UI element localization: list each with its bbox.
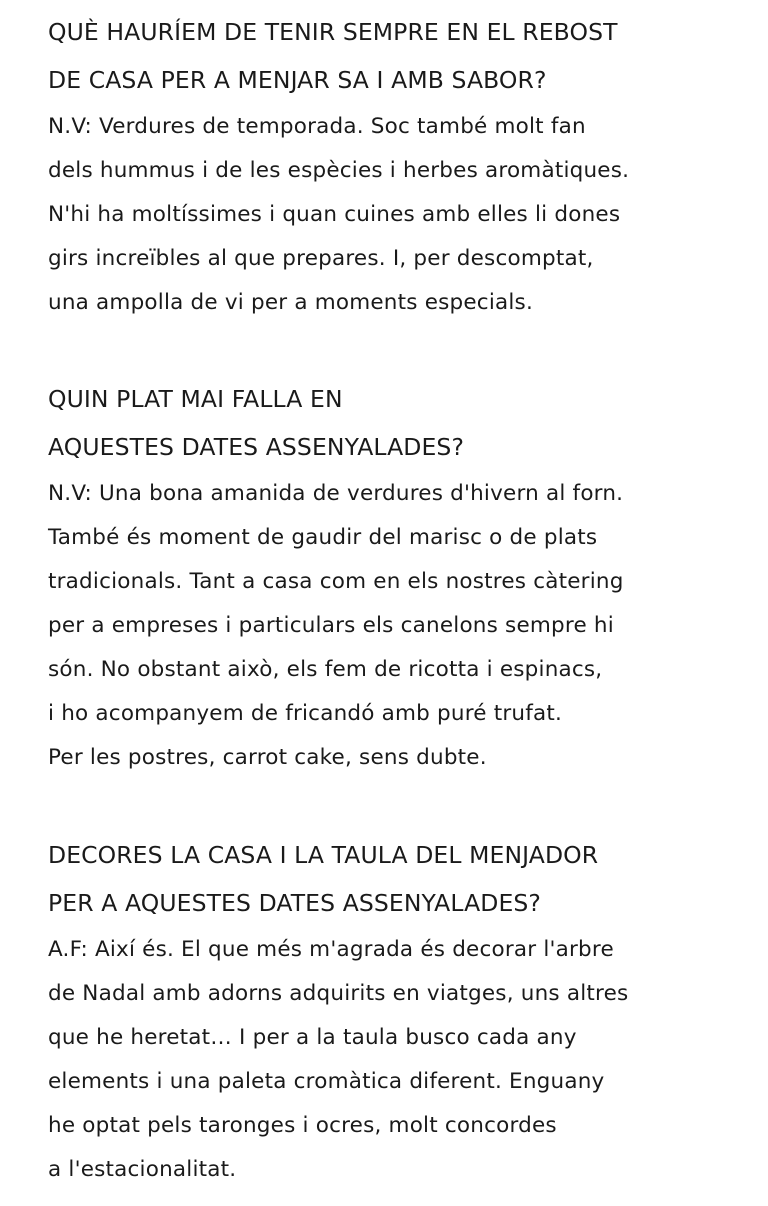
answer-line: elements i una paleta cromàtica diferent. Enguany — [48, 1069, 605, 1094]
answer-line: Per les postres, carrot cake, sens dubte. — [48, 745, 487, 770]
question-line: AQUESTES DATES ASSENYALADES? — [48, 433, 465, 461]
qa-section-decoracio — [48, 831, 748, 1192]
answer-line: que he heretat… I per a la taula busco cada any — [48, 1025, 577, 1050]
answer-line: a l'estacionalitat. — [48, 1157, 237, 1182]
section-spacer — [48, 325, 748, 375]
answer-paragraph — [48, 472, 748, 780]
answer-line: A.F: Així és. El que més m'agrada és decorar l'arbre — [48, 937, 614, 962]
qa-section-plat — [48, 375, 748, 780]
answer-line: També és moment de gaudir del marisc o de plats — [48, 525, 598, 550]
answer-line: són. No obstant això, els fem de ricotta i espinacs, — [48, 657, 603, 682]
answer-line: una ampolla de vi per a moments especials. — [48, 290, 533, 315]
answer-line: he optat pels taronges i ocres, molt concordes — [48, 1113, 557, 1138]
answer-line: de Nadal amb adorns adquirits en viatges, uns altres — [48, 981, 629, 1006]
question-line: QUIN PLAT MAI FALLA EN — [48, 385, 343, 413]
question-line: QUÈ HAURÍEM DE TENIR SEMPRE EN EL REBOST — [48, 18, 618, 46]
interview-page — [48, 8, 748, 1192]
answer-line: N.V: Verdures de temporada. Soc també molt fan — [48, 114, 586, 139]
answer-line: per a empreses i particulars els canelons sempre hi — [48, 613, 614, 638]
answer-paragraph — [48, 105, 748, 325]
question-line: DE CASA PER A MENJAR SA I AMB SABOR? — [48, 66, 547, 94]
question-heading — [48, 831, 748, 927]
answer-line: N'hi ha moltíssimes i quan cuines amb elles li dones — [48, 202, 621, 227]
answer-line: girs increïbles al que prepares. I, per descomptat, — [48, 246, 594, 271]
answer-line: tradicionals. Tant a casa com en els nostres càtering — [48, 569, 624, 594]
question-heading — [48, 8, 748, 104]
answer-line: dels hummus i de les espècies i herbes aromàtiques. — [48, 158, 630, 183]
answer-line: N.V: Una bona amanida de verdures d'hivern al forn. — [48, 481, 624, 506]
qa-section-rebost — [48, 8, 748, 325]
question-line: DECORES LA CASA I LA TAULA DEL MENJADOR — [48, 841, 599, 869]
question-line: PER A AQUESTES DATES ASSENYALADES? — [48, 889, 541, 917]
answer-paragraph — [48, 928, 748, 1192]
question-heading — [48, 375, 748, 471]
section-spacer — [48, 780, 748, 831]
answer-line: i ho acompanyem de fricandó amb puré trufat. — [48, 701, 563, 726]
